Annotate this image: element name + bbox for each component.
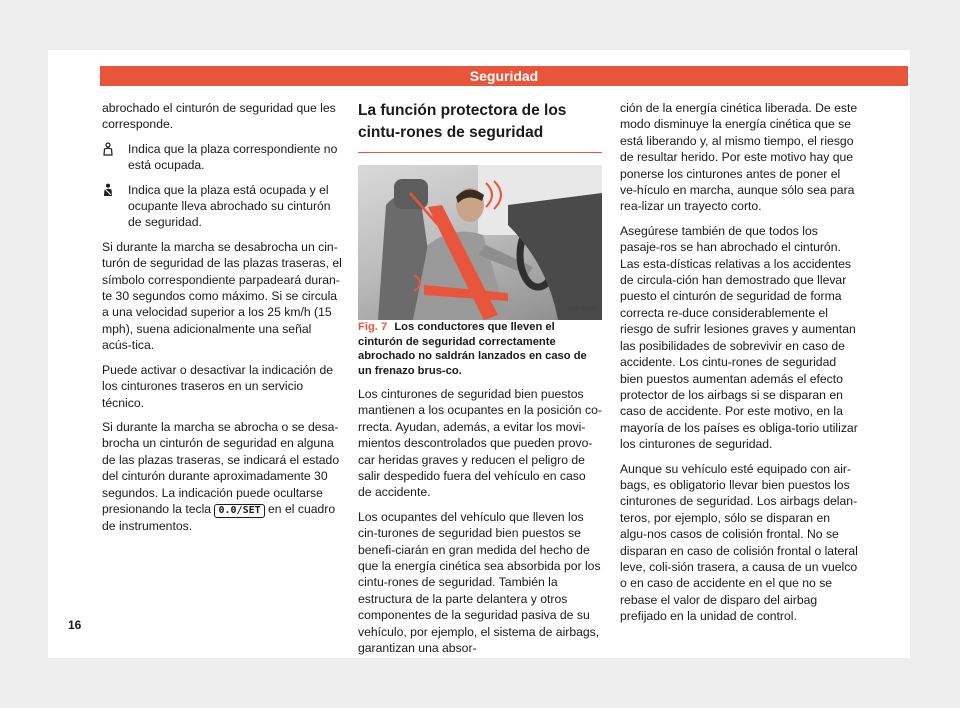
section-header-band — [100, 66, 908, 86]
paragraph: Los cinturones de seguridad bien puestos mantienen a los ocupantes en la posición co-rrecta. Ayudan, además, a evitar los movi-mientos descontrolados que pueden provo-car heridas graves y reducen el peligro de salir despedido fuera del vehículo en caso de accidente. — [358, 387, 602, 500]
paragraph-text: en el cuadro de instrumentos. — [102, 501, 336, 533]
seatbelt-fastened-icon — [102, 182, 128, 198]
column-middle — [358, 100, 602, 665]
paragraph: Aunque su vehículo esté equipado con air-bags, es obligatorio llevar bien puestos los cinturones de seguridad. Los airbags delan-teros, por ejemplo, sólo se disparan en algu-nos casos de colisión frontal. No se disparan en caso de colisión frontal o lateral leve, coli-sión trasera, a causa de un vuelco o en caso de accidente en el que no se rebase el valor de disparo del airbag prefijado en la unidad de control. — [620, 461, 858, 624]
caption-text: Los conductores que lleven el cinturón de seguridad correctamente abrochado no saldrán lanzados en caso de un frenazo brus-co. — [358, 321, 587, 377]
seat-occupied-icon — [102, 141, 128, 157]
section-header-title: Seguridad — [469, 68, 539, 84]
column-left — [102, 100, 342, 542]
figure-driver-seatbelt — [358, 165, 602, 320]
figure-label: Fig. 7 — [358, 321, 388, 333]
icon-item — [102, 182, 342, 231]
icon-item-text: Indica que la plaza está ocupada y el ocupante lleva abrochado su cinturón de seguridad. — [128, 182, 331, 230]
section-title: La función protectora de los cintu-rones de seguridad — [358, 100, 602, 153]
paragraph — [102, 419, 342, 534]
manual-page — [48, 50, 910, 658]
icon-item-text: Indica que la plaza correspondiente no está ocupada. — [128, 141, 338, 173]
paragraph: Puede activar o desactivar la indicación de los cinturones traseros en un servicio técnico. — [102, 362, 334, 410]
paragraph-text: Si durante la marcha se abrocha o se desa-brocha un cinturón de seguridad en alguna de las plazas traseras, se indicará el estado del cinturón durante aproximadamente 30 segundos. La indicación puede ocultarse presionando la tecla — [102, 419, 340, 516]
icon-item — [102, 141, 342, 174]
page-number: 16 — [68, 618, 82, 632]
column-right — [620, 100, 860, 633]
paragraph: Los ocupantes del vehículo que lleven los cin-turones de seguridad bien puestos se benefi-ciarán en gran medida del hecho de que la energía cinética sea absorbida por los cintu-rones de seguridad. También la estructura de la parte delantera y otros componentes de la seguridad pasiva de su vehículo, por ejemplo, el sistema de airbags, garantizan una absor- — [358, 509, 601, 656]
paragraph: ción de la energía cinética liberada. De este modo disminuye la energía cinética que se está liberando y, al mismo tiempo, el riesgo de resultar herido. Por este motivo hay que ponerse los cinturones antes de poner el ve-hículo en marcha, aunque sólo sea para rea-lizar un trayecto corto. — [620, 101, 858, 214]
paragraph: abrochado el cinturón de seguridad que les corresponde. — [102, 101, 336, 132]
paragraph: Asegúrese también de que todos los pasaje-ros se han abrochado el cinturón. Las esta-dísticas relativas a los accidentes de circula-ción han demostrado que llevar puesto el cinturón de seguridad de forma correcta re-duce considerablemente el riesgo de sufrir lesiones graves y aumentan las posibilidades de sobrevivir en caso de accidente. Los cintu-rones de seguridad bien puestos aumentan además el efecto protector de los airbags si se disparan en caso de accidente. Por este motivo, en la mayoría de los países es obliga-torio utilizar los cinturones de seguridad. — [620, 223, 858, 452]
paragraph: Si durante la marcha se desabrocha un cin-turón de seguridad de las plazas traseras, el símbolo correspondiente parpadeará duran-te 30 segundos como máximo. Si se circula a una velocidad superior a los 25 km/h (15 mph), suena adicionalmente una señal acús-tica. — [102, 239, 342, 353]
setting-key-label: 0.0/SET — [214, 504, 264, 518]
driver-illustration — [358, 165, 602, 320]
figure-caption — [358, 320, 602, 378]
figure-code: B5F-0940 — [567, 305, 598, 313]
